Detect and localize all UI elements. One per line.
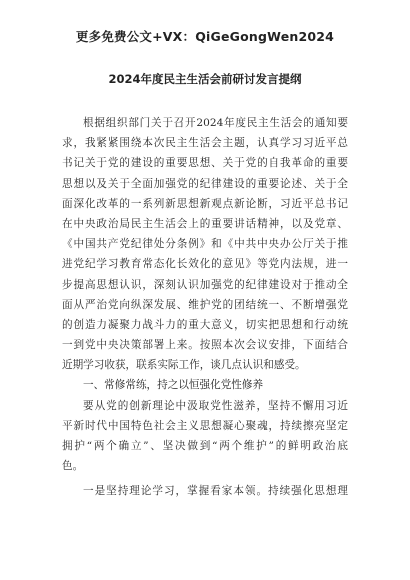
paragraph-line: 一是坚持理论学习，掌握看家本领。持续强化思想理 [83,485,348,498]
paragraph-line: 近期学习收获，联系实际工作，谈几点认识和感受。 [62,359,306,372]
paragraph-3 [62,481,348,501]
paragraph-2 [62,396,348,477]
paragraph-line: 面从严治党向纵深发展、维护党的团结统一、不断增强党 [62,298,348,311]
paragraph-line: 一到党中央决策部署上来。按照本次会议安排，下面结合 [62,339,348,352]
paragraph-line: 要从党的创新理论中汲取党性滋养，坚持不懈用习近 [83,399,348,412]
paragraph-line: 书记关于党的建设的重要思想、关于党的自我革命的重要 [62,157,348,170]
paragraph-line: 步提高思想认识，深刻认识加强党的纪律建设对于推动全 [62,278,348,291]
document-title: 2024年度民主生活会前研讨发言提纲 [108,72,302,86]
paragraph-line: 拥护“两个确立”、坚决做到“两个维护”的鲜明政治底 [62,440,348,452]
paragraph-line: 在中央政治局民主生活会上的重要讲话精神，以及党章、 [62,217,348,230]
paragraph-line: 《中国共产党纪律处分条例》和《中共中央办公厅关于推 [62,238,348,251]
paragraph-line: 平新时代中国特色社会主义思想凝心聚魂，持续擦亮坚定 [62,419,348,432]
paragraph-line: 面深化改革的一系列新思想新观点新论断，习近平总书记 [62,197,348,210]
paragraph-line: 的创造力凝聚力战斗力的重大意义，切实把思想和行动统 [62,318,348,331]
paragraph-line: 根据组织部门关于召开2024年度民主生活会的通知要 [83,117,348,129]
document-body [62,113,348,502]
paragraph-line: 思想以及关于全面加强党的纪律建设的重要论述、关于全 [62,177,348,190]
watermark-header: 更多免费公文+VX：QiGeGongWen2024 [75,29,335,44]
paragraph-line: 求，我紧紧围绕本次民主生活会主题，认真学习习近平总 [62,137,348,150]
paragraph-1 [62,113,348,375]
section-heading: 一、常修常练，持之以恒强化党性修养 [83,379,264,392]
paragraph-line: 色。 [62,460,84,473]
paragraph-line: 进党纪学习教育常态化长效化的意见》等党内法规，进一 [62,258,348,271]
